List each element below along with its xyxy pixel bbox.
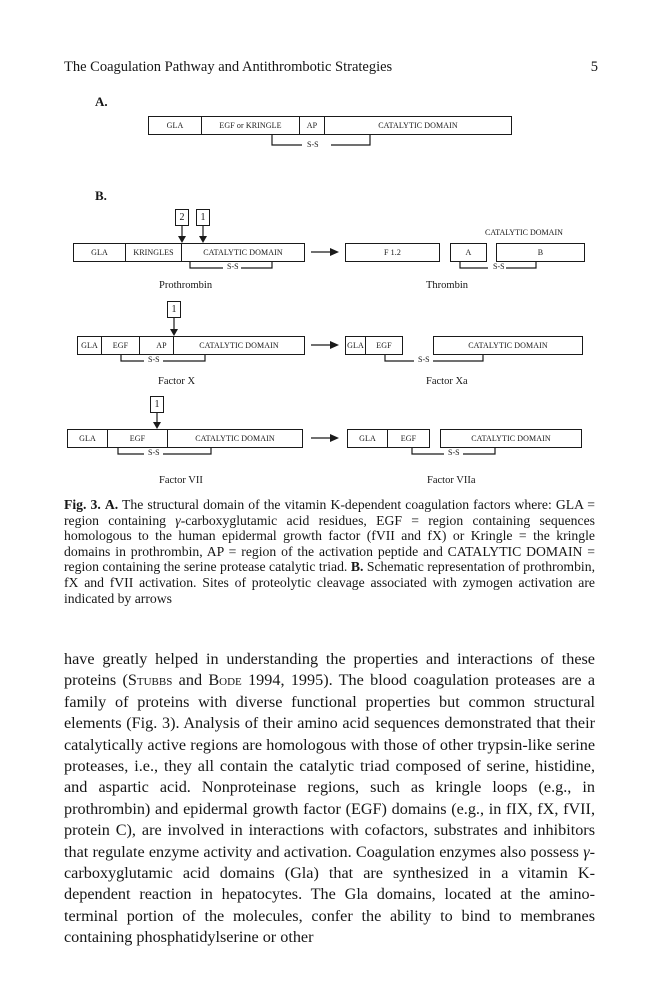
segment-catalytic: CATALYTIC DOMAIN bbox=[378, 121, 458, 130]
citation-author-bode: Bode bbox=[208, 671, 242, 690]
factor-x-bar bbox=[77, 336, 305, 355]
caption-b-label: B. bbox=[350, 559, 364, 575]
factor-x-gla: GLA bbox=[78, 337, 102, 354]
factor-viia-catalytic: CATALYTIC DOMAIN bbox=[471, 434, 551, 443]
ss-bracket bbox=[163, 355, 205, 361]
factor-xa-egf: EGF bbox=[376, 341, 392, 350]
thrombin-a-chain bbox=[450, 243, 487, 262]
ss-bracket bbox=[463, 448, 495, 454]
panel-a-label: A. bbox=[95, 94, 108, 109]
body-text-3: 1994, 1995). The blood coagulation proteases are a family of proteins with diverse functional properties but common structural elements (Fig. 3). Analysis of their amino acid sequences demonstrated that their catalytically active regions are homologous with those of other trypsin-like serine proteases, i.e., they all contain the catalytic triad composed of serine, histidine, and aspartic acid. Nonproteinase regions, such as kringle loops (e.g., in prothrombin) and epidermal growth factor (EGF) domains (e.g., in fIX, fX, fVII, protein C), are involved in interactions with cofactors, substrates and inhibitors that regulate enzyme activity and activation. Coagulation enzymes also possess bbox=[64, 671, 596, 861]
figure-caption bbox=[64, 497, 595, 606]
factor-xa-name: Factor Xa bbox=[426, 376, 468, 387]
factor-viia-gla: GLA bbox=[348, 430, 388, 447]
panel-a-ss-label: S-S bbox=[307, 140, 319, 149]
panel-a-domain-bar bbox=[148, 116, 512, 135]
a-chain-label: A bbox=[465, 248, 472, 257]
ss-bracket bbox=[412, 448, 444, 454]
caption-gamma: γ bbox=[175, 512, 181, 528]
factor-viia-name: Factor VIIa bbox=[427, 475, 476, 486]
thrombin-name: Thrombin bbox=[426, 280, 468, 291]
factor-viia-heavy-chain bbox=[440, 429, 582, 448]
segment-egf-kringle: EGF or KRINGLE bbox=[202, 117, 300, 134]
f12-label: F 1.2 bbox=[384, 248, 401, 257]
prothrombin-gla: GLA bbox=[74, 244, 126, 261]
body-paragraph bbox=[64, 649, 595, 949]
thrombin-ss-label: S-S bbox=[493, 262, 505, 271]
thrombin-b-chain bbox=[496, 243, 585, 262]
caption-fig-label: Fig. 3. bbox=[64, 497, 101, 512]
b-chain-label: B bbox=[537, 248, 544, 257]
factor-viia-ss-label: S-S bbox=[448, 448, 460, 457]
factor-x-cleavage-site bbox=[167, 301, 181, 318]
thrombin-catalytic-label: CATALYTIC DOMAIN bbox=[485, 228, 563, 237]
factor-xa-gla: GLA bbox=[346, 337, 366, 354]
ss-bracket bbox=[433, 355, 483, 361]
factor-xa-catalytic: CATALYTIC DOMAIN bbox=[468, 341, 548, 350]
prothrombin-catalytic: CATALYTIC DOMAIN bbox=[203, 248, 283, 257]
prothrombin-name: Prothrombin bbox=[159, 280, 213, 291]
site-number: 1 bbox=[171, 304, 177, 315]
segment-gla: GLA bbox=[149, 117, 202, 134]
body-text-2: and bbox=[172, 671, 209, 690]
header-title: The Coagulation Pathway and Antithrombotic Strategies bbox=[64, 59, 393, 75]
factor-xa-light-chain bbox=[345, 336, 403, 355]
factor-viia-egf: EGF bbox=[400, 434, 417, 443]
factor-x-name: Factor X bbox=[158, 376, 196, 387]
prothrombin-ss-label: S-S bbox=[227, 262, 239, 271]
factor-vii-ss-label: S-S bbox=[148, 448, 160, 457]
factor-x-ap: AP bbox=[150, 337, 174, 354]
ss-bracket bbox=[121, 355, 144, 361]
arrowhead-icon bbox=[330, 434, 339, 442]
page-number: 5 bbox=[590, 59, 598, 75]
factor-x-egf: EGF bbox=[102, 337, 140, 354]
arrowhead-icon bbox=[330, 248, 339, 256]
body-gamma: γ bbox=[583, 842, 590, 861]
caption-text-b: Schematic representation of prothrombin, fX and fVII activation. Sites of proteolytic cleavage associated with zymogen activation are indicated by arrows bbox=[64, 559, 595, 606]
caption-a-label: A. bbox=[104, 497, 119, 512]
cleavage-site-2 bbox=[175, 209, 189, 226]
arrowhead-icon bbox=[170, 329, 178, 336]
ss-bracket bbox=[331, 135, 370, 145]
factor-xa-heavy-chain bbox=[433, 336, 583, 355]
factor-vii-catalytic: CATALYTIC DOMAIN bbox=[195, 434, 275, 443]
ss-bracket bbox=[118, 448, 144, 454]
factor-vii-cleavage-site bbox=[150, 396, 164, 413]
ss-bracket bbox=[241, 262, 272, 268]
segment-ap: AP bbox=[300, 117, 325, 134]
arrowhead-icon bbox=[330, 341, 339, 349]
body-text-1: have greatly helped in understanding the properties and interactions of these proteins ( bbox=[64, 650, 595, 690]
ss-bracket bbox=[163, 448, 211, 454]
ss-bracket bbox=[506, 262, 536, 268]
factor-x-gap bbox=[140, 337, 150, 354]
site-number: 2 bbox=[179, 212, 185, 223]
site-number: 1 bbox=[200, 212, 206, 223]
arrowhead-icon bbox=[178, 236, 186, 243]
factor-vii-gla: GLA bbox=[68, 430, 108, 447]
ss-bracket bbox=[460, 262, 488, 268]
prothrombin-kringles: KRINGLES bbox=[126, 244, 182, 261]
panel-b-label: B. bbox=[95, 188, 107, 203]
factor-vii-egf: EGF bbox=[108, 430, 168, 447]
cleavage-site-1 bbox=[196, 209, 210, 226]
factor-x-catalytic: CATALYTIC DOMAIN bbox=[199, 341, 279, 350]
ss-bracket bbox=[272, 135, 302, 145]
factor-viia-light-chain bbox=[347, 429, 430, 448]
arrowhead-icon bbox=[153, 422, 161, 429]
body-text-4: -carboxyglutamic acid domains (Gla) that are synthesized in a vitamin K-dependent reaction in hepatocytes. The Gla domains, located at the amino-terminal portion of the molecules, confer the ability to bind to membranes containing phosphatidylserine or other bbox=[64, 842, 595, 947]
f12-fragment bbox=[345, 243, 440, 262]
caption-text-a-2: -carboxyglutamic acid residues, EGF = region containing sequences homologous to the human epidermal growth factor (fVII and fX) or Kringle = the kringle domains in prothrombin, AP = region of the activation peptide and CATALYTIC DOMAIN = region containing the serine protease catalytic triad. bbox=[64, 512, 595, 575]
ss-bracket bbox=[190, 262, 223, 268]
prothrombin-bar bbox=[73, 243, 305, 262]
factor-x-ss-label: S-S bbox=[148, 355, 160, 364]
ss-bracket bbox=[385, 355, 414, 361]
caption-text-a-1: The structural domain of the vitamin K-dependent coagulation factors where: GLA = region containing bbox=[64, 497, 595, 528]
arrowhead-icon bbox=[199, 236, 207, 243]
factor-vii-name: Factor VII bbox=[159, 475, 203, 486]
citation-author-stubbs: Stubbs bbox=[127, 671, 173, 690]
factor-vii-bar bbox=[67, 429, 303, 448]
site-number: 1 bbox=[154, 399, 160, 410]
factor-xa-ss-label: S-S bbox=[418, 355, 430, 364]
